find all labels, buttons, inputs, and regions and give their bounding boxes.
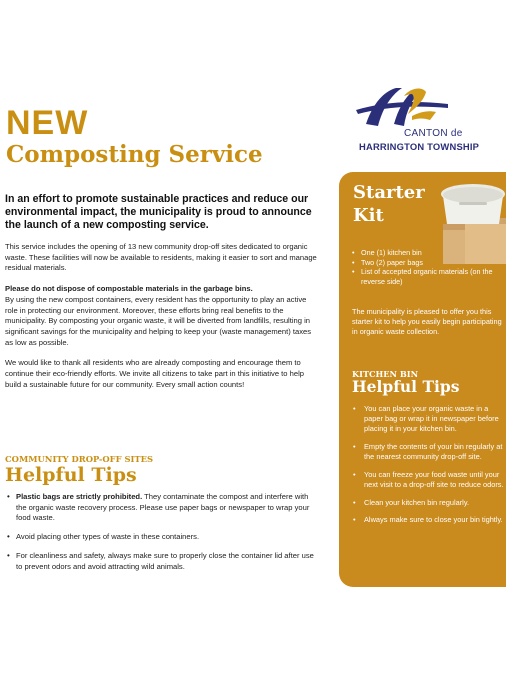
page-title: Composting Service [6,141,263,168]
kitchen-bin-kicker: KITCHEN BIN [352,369,419,379]
main-content [5,193,317,390]
starter-kit-list [351,248,501,286]
list-item: • List of accepted organic materials (on the reverse side) [351,267,501,286]
list-item [5,551,317,572]
starter-kit-sidebar [339,172,506,587]
paragraph-service: This service includes the opening of 13 new community drop-off sites dedicated to organic waste. These facilities will now be available to residents, making it easier to sort and manage residual materials. [5,242,317,273]
dropoff-tips-kicker: COMMUNITY DROP-OFF SITES [5,454,154,464]
list-item: • One (1) kitchen bin [351,248,501,258]
kitchen-bin-tips-title: Helpful Tips [352,377,460,396]
list-item: • Always make sure to close your bin tightly. [352,515,504,525]
list-item: • Clean your kitchen bin regularly. [352,498,504,508]
warning-text: Please do not dispose of compostable materials in the garbage bins. [5,284,253,294]
list-item: • Empty the contents of your bin regularly at the nearest community drop-off site. [352,442,504,462]
starter-kit-title: Starter Kit [353,182,425,226]
logo-text-canton: CANTON de [404,128,463,139]
kitchen-bin-tips-list [352,404,504,533]
paragraph-thanks: We would like to thank all residents who are already composting and encourage them to continue their eco-friendly efforts. We invite all citizens to take part in this initiative to help build a sustainable future for our community. Every small action counts! [5,358,304,389]
intro-text: In an effort to promote sustainable practices and reduce our environmental impact, the municipality is proud to announce the launch of a new composting service. [5,193,312,231]
paragraph-compost-body: By using the new compost containers, every resident has the opportunity to play an active role in protecting our environment. Moreover, these efforts bring real benefits to the municipality. By composting your organic waste, it will be diverted from landfills, resulting in significant savings for the municipality and helping to keep your (waste management) taxes as low as possible. [5,294,312,347]
paragraph-compost [5,284,317,348]
title-new: NEW [6,104,89,142]
starter-kit-note: The municipality is pleased to offer you this starter kit to help you easily begin participating in organic waste collection. [352,307,502,336]
list-item: • You can place your organic waste in a paper bag or wrap it in newspaper before placing it in your kitchen bin. [352,404,504,435]
list-item [5,532,317,543]
list-item: • Two (2) paper bags [351,258,501,268]
dropoff-tips-list [5,492,317,580]
tip-text: They contaminate the compost and interfere with the organic waste recovery process. Please use paper bags or newspaper to wrap your food waste. [16,492,310,523]
dropoff-tips-title: Helpful Tips [5,464,137,486]
tip-bold: Plastic bags are strictly prohibited. [16,492,143,501]
logo-text-township: HARRINGTON TOWNSHIP [359,141,480,152]
tip-text: For cleanliness and safety, always make sure to properly close the container lid after use to prevent odors and avoid attracting wild animals. [16,550,314,571]
list-item [5,492,317,524]
tip-text: Avoid placing other types of waste in these containers. [16,532,200,542]
logo-mark [352,84,502,132]
list-item: • You can freeze your food waste until your next visit to a drop-off site to reduce odors. [352,470,504,490]
